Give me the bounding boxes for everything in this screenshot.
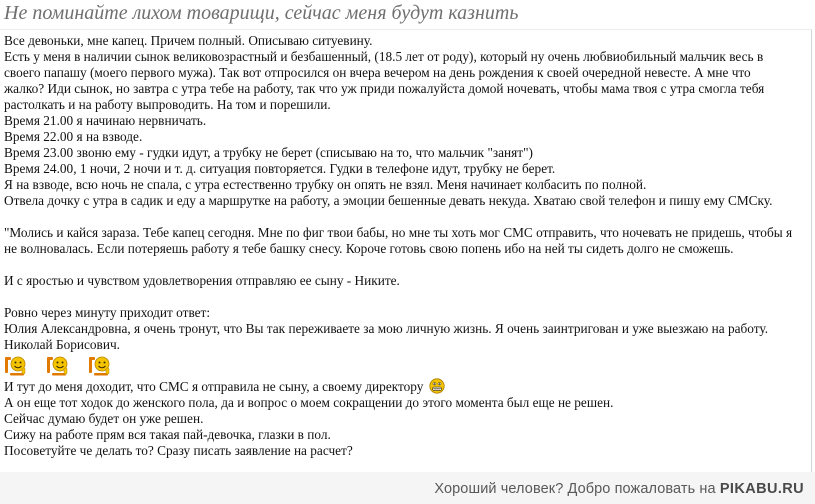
paragraph-3	[4, 273, 804, 289]
paragraph-2-sms-text	[4, 225, 804, 257]
text-line: Юлия Александровна, я очень тронут, что Вы так переживаете за мою личную жизнь. Я очень заинтригован и уже выезжаю на работу.	[4, 321, 769, 336]
dancing-smiley-icon	[88, 355, 112, 377]
text-line: "Молись и кайся зараза. Тебе капец сегодня. Мне по фиг твои бабы, но мне ты хоть мог СМС отправить, что ночевать не придешь, чтобы я	[4, 225, 793, 240]
text-line: Время 22.00 я на взводе.	[4, 129, 143, 144]
footer-brand: PIKABU.RU	[719, 481, 804, 497]
text-line: Сейчас думаю будет он уже решен.	[4, 411, 204, 426]
footer-tagline: Хороший человек? Добро пожаловать на	[434, 481, 716, 497]
text-line: Время 21.00 я начинаю нервничать.	[4, 113, 207, 128]
footer-banner	[0, 472, 815, 504]
text-line: растолкать и на работу выпроводить. На том и порешили.	[4, 97, 331, 112]
text-line: И с яростью и чувством удовлетворения отправляю ее сыну - Никите.	[4, 273, 400, 288]
paragraph-4-reply	[4, 305, 804, 353]
dancing-smiley-icon	[4, 355, 28, 377]
text-line: жалко? Иди сынок, но завтра с утра тебе на работу, так что уж приди пожалуйста домой ночевать, чтобы мама твоя с утра смогла тебя	[4, 81, 765, 96]
dancing-smiley-icon	[46, 355, 70, 377]
realization-line	[4, 378, 804, 395]
post-body	[4, 33, 804, 459]
text-line: не волновалась. Если потеряешь работу я тебе башку снесу. Короче готовь свою попень ибо на ней ты сидеть долго не сможешь.	[4, 241, 734, 256]
paragraph-5	[4, 395, 804, 459]
realization-text: И тут до меня доходит, что СМС я отправила не сыну, а своему директору	[4, 379, 424, 394]
paragraph-1	[4, 33, 804, 209]
text-line: Время 23.00 звоню ему - гудки идут, а трубку не берет (списываю на то, что мальчик "занят")	[4, 145, 533, 160]
text-line: своего папашу (моего первого мужа). Так вот отпросился он вчера вечером на день рождения к своей очередной невесте. А мне что	[4, 65, 751, 80]
text-line: Николай Борисович.	[4, 337, 120, 352]
smiley-row	[4, 353, 804, 377]
text-line: Есть у меня в наличии сынок великовозрастный и безбашенный, (18.5 лет от роду), который ну очень любвиобильный мальчик весь в	[4, 49, 764, 64]
text-line: Я на взводе, всю ночь не спала, с утра естественно трубку он опять не взял. Меня начинает колбасить по полной.	[4, 177, 647, 192]
post-title: Не поминайте лихом товарищи, сейчас меня будут казнить	[4, 2, 519, 24]
grinning-smiley-icon	[429, 378, 445, 394]
text-line: Отвела дочку с утра в садик и еду а маршрутке на работу, а эмоции бешенные девать некуда. Хватаю свой телефон и пишу ему СМСку.	[4, 193, 773, 208]
footer-watermark	[434, 480, 804, 498]
paragraph-gap	[4, 289, 804, 305]
text-line: Ровно через минуту приходит ответ:	[4, 305, 211, 320]
text-line: А он еще тот ходок до женского пола, да и вопрос о моем сокращении до этого момента был еще не решен.	[4, 395, 614, 410]
paragraph-gap	[4, 209, 804, 225]
paragraph-gap	[4, 257, 804, 273]
text-line: Все девоньки, мне капец. Причем полный. Описываю ситуевину.	[4, 33, 373, 48]
text-line: Сижу на работе прям вся такая пай-девочка, глазки в пол.	[4, 427, 331, 442]
text-line: Время 24.00, 1 ночи, 2 ночи и т. д. ситуация повторяется. Гудки в телефоне идут, трубку не берет.	[4, 161, 556, 176]
text-line: Посоветуйте че делать то? Сразу писать заявление на расчет?	[4, 443, 353, 458]
